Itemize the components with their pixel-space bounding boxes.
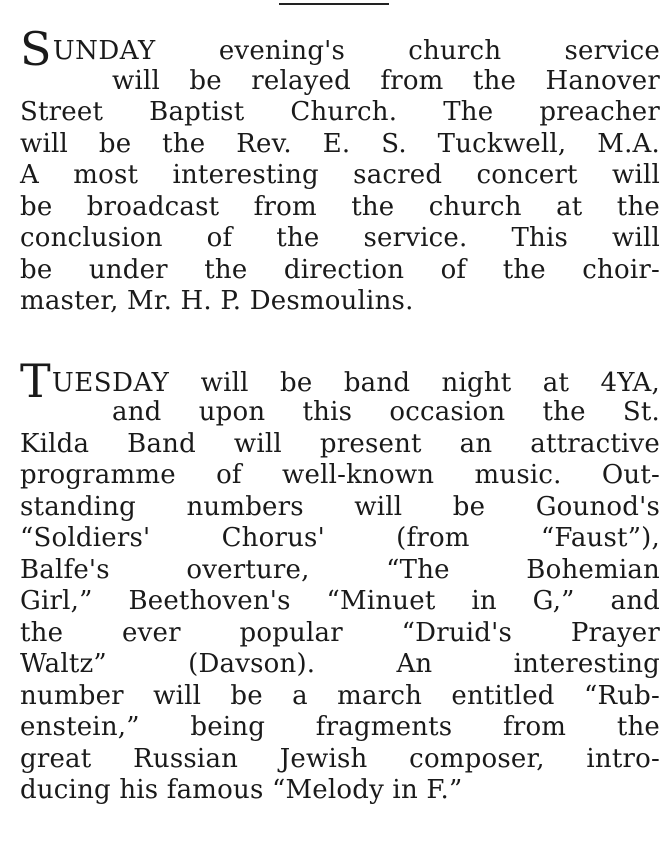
line-text: will be band night at 4YA,	[169, 367, 660, 398]
paragraph-line: ducing his famous “Melody in F.”	[20, 775, 463, 805]
paragraph-sunday	[20, 22, 660, 318]
paragraph-line: and upon this occasion the St.	[112, 397, 660, 427]
paragraph-line: number will be a march entitled “Rub-	[20, 680, 660, 711]
paragraph-line: the ever popular “Druid's Prayer	[20, 617, 660, 648]
paragraph-line: Street Baptist Church. The preacher	[20, 97, 660, 127]
paragraph-line: master, Mr. H. P. Desmoulins.	[20, 286, 414, 316]
paragraph-line: will be relayed from the Hanover	[112, 65, 660, 96]
paragraph-line: “Soldiers' Chorus' (from “Faust”),	[20, 523, 660, 553]
paragraph-line: will be the Rev. E. S. Tuckwell, M.A.	[20, 128, 660, 159]
paragraph-line: be under the direction of the choir-	[20, 254, 660, 285]
paragraph-line: programme of well-known music. Out-	[20, 460, 660, 490]
line-text: evening's church service	[155, 36, 660, 66]
drop-cap: T	[20, 353, 51, 408]
paragraph-line: Girl,” Beethoven's “Minuet in G,” and	[20, 586, 660, 616]
paragraph-tuesday	[20, 353, 660, 807]
paragraph-line: standing numbers will be Gounod's	[20, 491, 660, 522]
paragraph-line: be broadcast from the church at the	[20, 191, 660, 222]
paragraph-line	[20, 353, 660, 408]
paragraph-line: Waltz” (Davson). An interesting	[20, 649, 660, 679]
paragraph-line	[20, 22, 660, 76]
paragraph-line: Balfe's overture, “The Bohemian	[20, 554, 660, 585]
lead-word: UESDAY	[51, 367, 170, 398]
paragraph-line: Kilda Band will present an attractive	[20, 428, 660, 459]
lead-word: UNDAY	[52, 36, 156, 66]
article-column	[20, 22, 660, 807]
paragraph-line: A most interesting sacred concert will	[20, 160, 660, 190]
top-rule	[279, 3, 389, 5]
paragraph-line: great Russian Jewish composer, intro-	[20, 743, 660, 774]
paragraph-line: conclusion of the service. This will	[20, 223, 660, 253]
paragraph-line: enstein,” being fragments from the	[20, 712, 660, 742]
drop-cap: S	[20, 22, 52, 76]
